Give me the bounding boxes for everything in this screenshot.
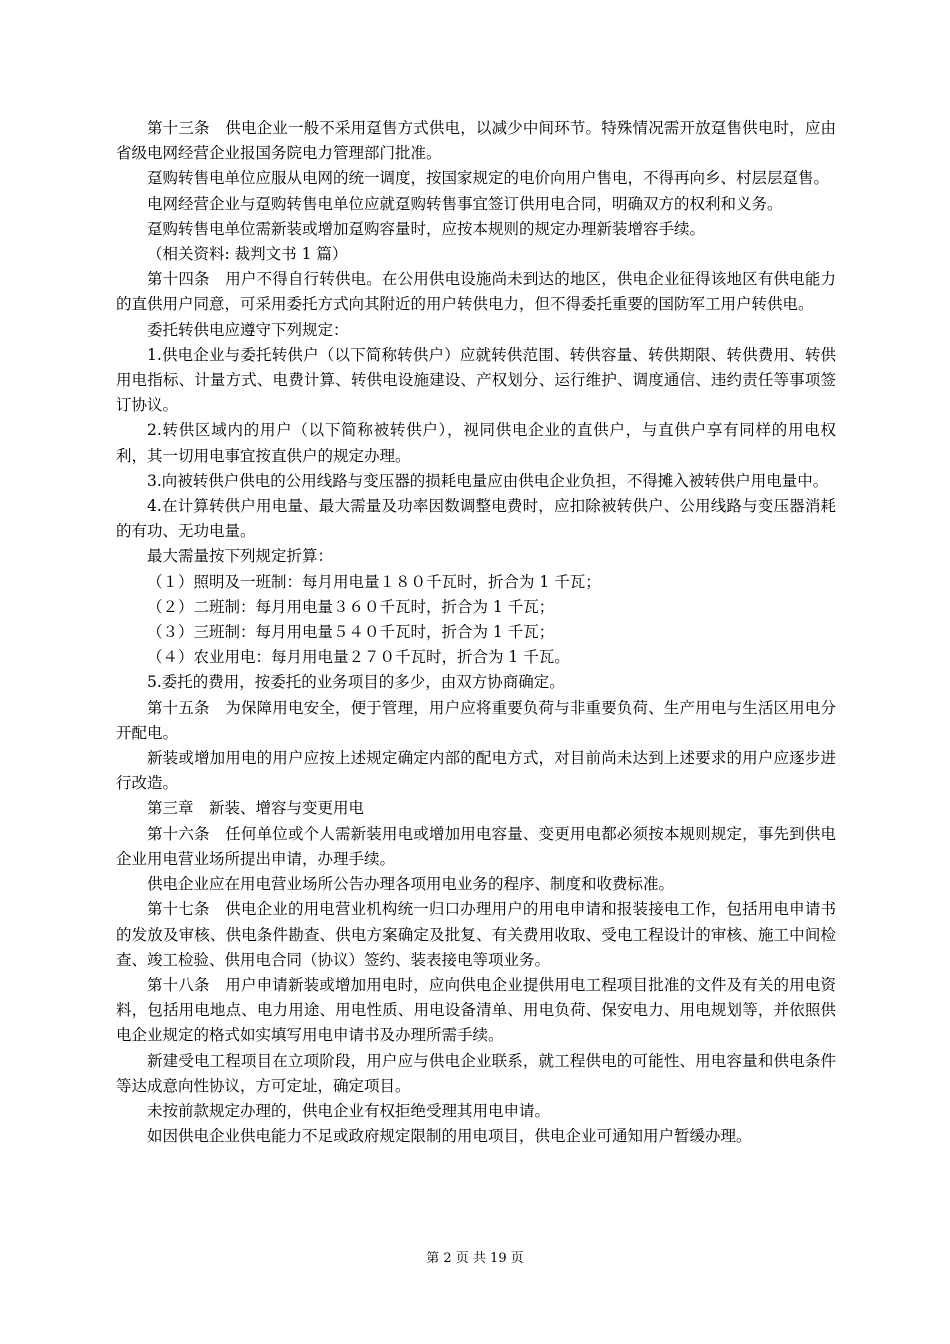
paragraph-article-13: 第十三条 供电企业一般不采用趸售方式供电，以减少中间环节。特殊情况需开放趸售供电时，应由省级电网经营企业报国务院电力管理部门批准。 (116, 119, 836, 163)
page-footer (0, 1250, 950, 1268)
paragraph: 供电企业应在用电营业场所公告办理各项用电业务的程序、制度和收费标准。 (147, 875, 675, 894)
list-item: （４）农业用电：每月用电量２７０千瓦时，折合为 1 千瓦。 (147, 648, 570, 667)
document-body (116, 116, 836, 1149)
list-item: （３）三班制：每月用电量５４０千瓦时，折合为 1 千瓦； (147, 623, 555, 642)
related-materials-note: （相关资料: 裁判文书 1 篇） (147, 245, 348, 264)
paragraph-article-17: 第十七条 供电企业的用电营业机构统一归口办理用户的用电申请和报装接电工作，包括用电申请书的发放及审核、供电条件勘查、供电方案确定及批复、有关费用收取、受电工程设计的审核、施工中间检查、竣工检验、供用电合同（协议）签约、装表接电等项业务。 (116, 900, 836, 969)
list-item: （１）照明及一班制：每月用电量１８０千瓦时，折合为 1 千瓦； (147, 572, 601, 591)
list-item: 4.在计算转供户用电量、最大需量及功率因数调整电费时，应扣除被转供户、公用线路与变压器消耗的有功、无功电量。 (116, 497, 836, 541)
paragraph: 最大需量按下列规定折算： (147, 547, 334, 566)
paragraph: 趸购转售电单位需新装或增加趸购容量时，应按本规则的规定办理新装增容手续。 (147, 219, 706, 238)
page-number: 第 2 页 共 19 页 (426, 1251, 524, 1266)
paragraph-article-18: 第十八条 用户申请新装或增加用电时，应向供电企业提供用电工程项目批准的文件及有关的用电资料，包括用电地点、电力用途、用电性质、用电设备清单、用电负荷、保安电力、用电规划等，并依照供电企业规定的格式如实填写用电申请书及办理所需手续。 (116, 975, 836, 1045)
paragraph: 委托转供电应遵守下列规定： (147, 320, 349, 339)
paragraph: 新装或增加用电的用户应按上述规定确定内部的配电方式，对目前尚未达到上述要求的用户应逐步进行改造。 (116, 749, 836, 793)
paragraph: 未按前款规定办理的，供电企业有权拒绝受理其用电申请。 (147, 1101, 551, 1120)
list-item: 3.向被转供户供电的公用线路与变压器的损耗电量应由供电企业负担，不得摊入被转供户用电量中。 (147, 471, 829, 490)
list-item: 2.转供区域内的用户（以下简称被转供户），视同供电企业的直供户，与直供户享有同样的用电权利，其一切用电事宜按直供户的规定办理。 (116, 421, 836, 465)
list-item: （２）二班制：每月用电量３６０千瓦时，折合为 1 千瓦； (147, 597, 555, 616)
paragraph-article-14: 第十四条 用户不得自行转供电。在公用供电设施尚未到达的地区，供电企业征得该地区有供电能力的直供用户同意，可采用委托方式向其附近的用户转供电力，但不得委托重要的国防军工用户转供电。 (116, 270, 836, 314)
list-item: 1.供电企业与委托转供户（以下简称转供户）应就转供范围、转供容量、转供期限、转供费用、转供用电指标、计量方式、电费计算、转供电设施建设、产权划分、运行维护、调度通信、违约责任等事项签订协议。 (116, 345, 836, 415)
paragraph: 电网经营企业与趸购转售电单位应就趸购转售事宜签订供用电合同，明确双方的权利和义务。 (147, 194, 783, 213)
paragraph-article-15: 第十五条 为保障用电安全，便于管理，用户应将重要负荷与非重要负荷、生产用电与生活区用电分开配电。 (116, 698, 836, 742)
paragraph: 新建受电工程项目在立项阶段，用户应与供电企业联系，就工程供电的可能性、用电容量和供电条件等达成意向性协议，方可定址，确定项目。 (116, 1051, 836, 1095)
chapter-heading: 第三章 新装、增容与变更用电 (147, 799, 365, 818)
paragraph: 趸购转售电单位应服从电网的统一调度，按国家规定的电价向用户售电，不得再向乡、村层层趸售。 (147, 169, 830, 188)
list-item: 5.委托的费用，按委托的业务项目的多少，由双方协商确定。 (147, 673, 565, 692)
paragraph: 如因供电企业供电能力不足或政府规定限制的用电项目，供电企业可通知用户暂缓办理。 (147, 1127, 752, 1146)
paragraph-article-16: 第十六条 任何单位或个人需新装用电或增加用电容量、变更用电都必须按本规则规定，事先到供电企业用电营业场所提出申请，办理手续。 (116, 824, 836, 868)
